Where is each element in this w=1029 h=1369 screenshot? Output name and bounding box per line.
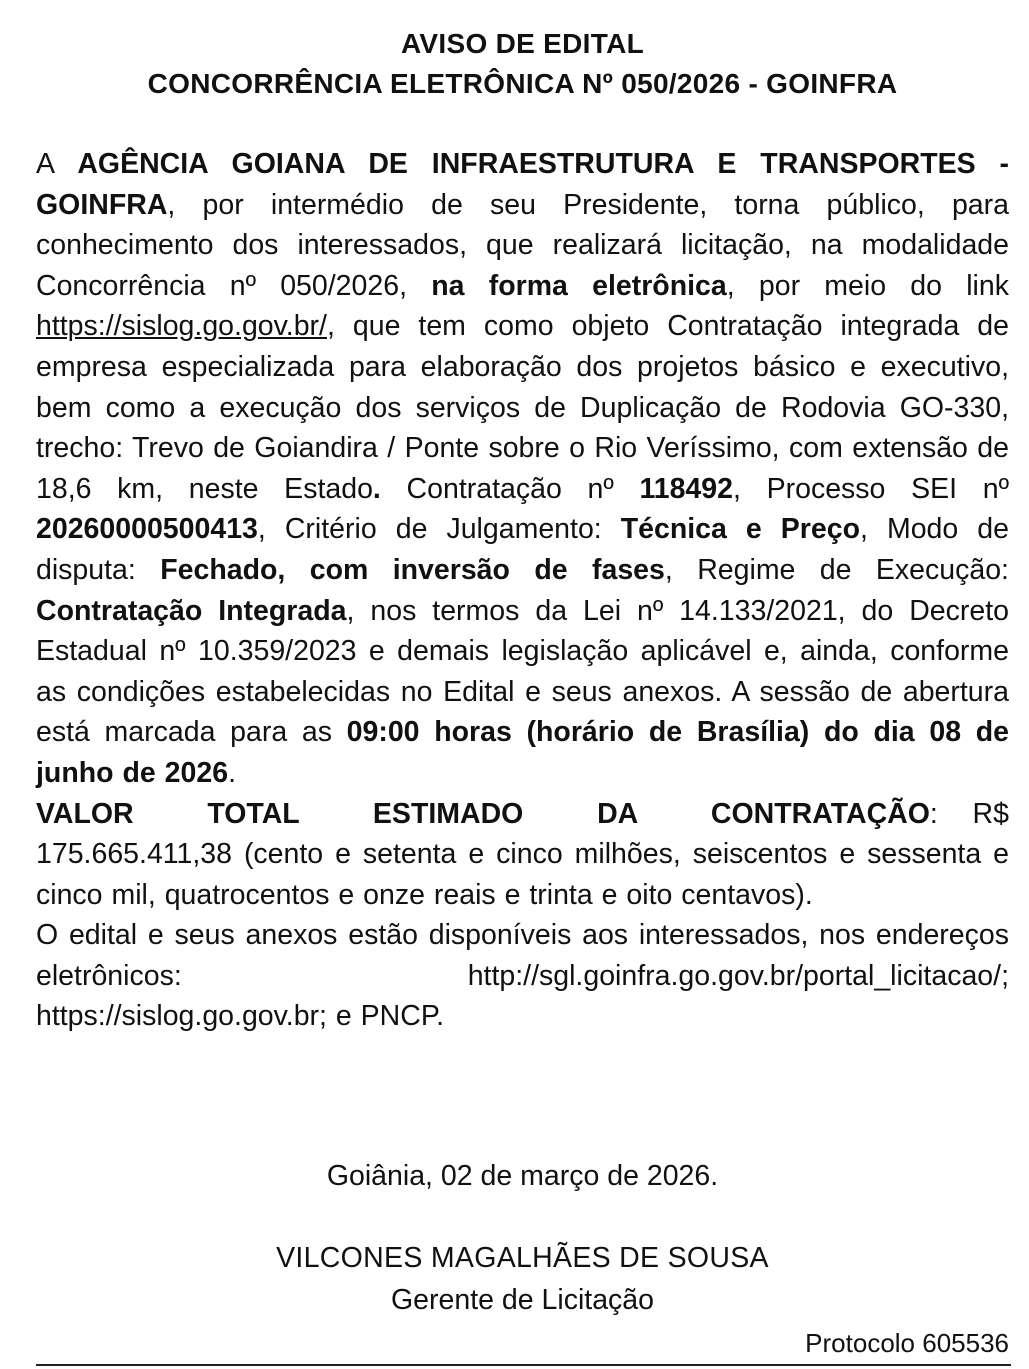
signer-name: VILCONES MAGALHÃES DE SOUSA [276,1242,769,1274]
sislog-link[interactable]: https://sislog.go.gov.br/ [36,310,327,343]
estimated-value-paragraph [36,794,1009,916]
text-span: , por meio do link [726,269,1009,302]
estimated-value-label: VALOR TOTAL ESTIMADO DA CONTRATAÇÃO [36,797,930,830]
execution-regime: Contratação Integrada [36,594,347,627]
dispute-mode: Fechado, com inversão de fases [160,553,665,586]
text-span: , Modo de disputa: [36,513,1009,586]
notice-subtitle: CONCORRÊNCIA ELETRÔNICA Nº 050/2026 - GOINFRA [147,68,898,99]
text-span: A [36,148,78,180]
text-span: , Critério de Julgamento: [257,513,621,546]
main-paragraph [36,144,1009,794]
signer-role: Gerente de Licitação [391,1284,654,1316]
protocol-number: Protocolo 605536 [805,1328,1009,1358]
text-span: . [228,756,236,789]
agency-name: AGÊNCIA GOIANA DE INFRAESTRUTURA E TRANSPORTES - GOINFRA [36,148,1009,221]
text-span: Contratação nº [380,472,640,505]
judgment-criterion: Técnica e Preço [620,513,861,546]
date-line: Goiânia, 02 de março de 2026. [326,1160,719,1192]
availability-paragraph: O edital e seus anexos estão disponíveis aos interessados, nos endereços eletrônicos: http://sgl.goinfra.go.gov.br/portal_licitacao/; https://sislog.go.gov.br; e PNCP. [36,919,1009,1033]
text-span: , Regime de Execução: [664,553,1009,586]
bottom-divider [36,1364,1011,1366]
text-span: , nos termos da Lei nº 14.133/2021, do Decreto Estadual nº 10.359/2023 e demais legislação aplicável e, ainda, conforme as condições estabelecidas no Edital e seus anexos. A sessão de abertura está marcada para as [36,594,1009,749]
text-span: , por intermédio de seu Presidente, torna público, para conhecimento dos interessados, que realizará licitação, na modalidade Concorrência nº 050/2026, [36,188,1009,302]
sei-process-number: 20260000500413 [36,513,258,546]
contract-number: 118492 [639,472,733,505]
notice-title: AVISO DE EDITAL [400,28,645,59]
session-datetime: 09:00 horas (horário de Brasília) do dia 08 de junho de 2026 [36,716,1009,789]
estimated-value-text: : R$ 175.665.411,38 (cento e setenta e cinco milhões, seiscentos e sessenta e cinco mil, quatrocentos e onze reais e trinta e oito centavos). [36,797,1009,911]
text-span: . [372,472,381,505]
text-span: , Processo SEI nº [732,472,1009,505]
text-span: , que tem como objeto Contratação integrada de empresa especializada para elaboração dos projetos básico e executivo, bem como a execução dos serviços de Duplicação de Rodovia GO-330, trecho: Trevo de Goiandira / Ponte sobre o Rio Veríssimo, com extensão de 18,6 km, neste Estado [36,310,1009,505]
electronic-form: na forma eletrônica [431,269,727,302]
notice-body [36,144,1009,1037]
